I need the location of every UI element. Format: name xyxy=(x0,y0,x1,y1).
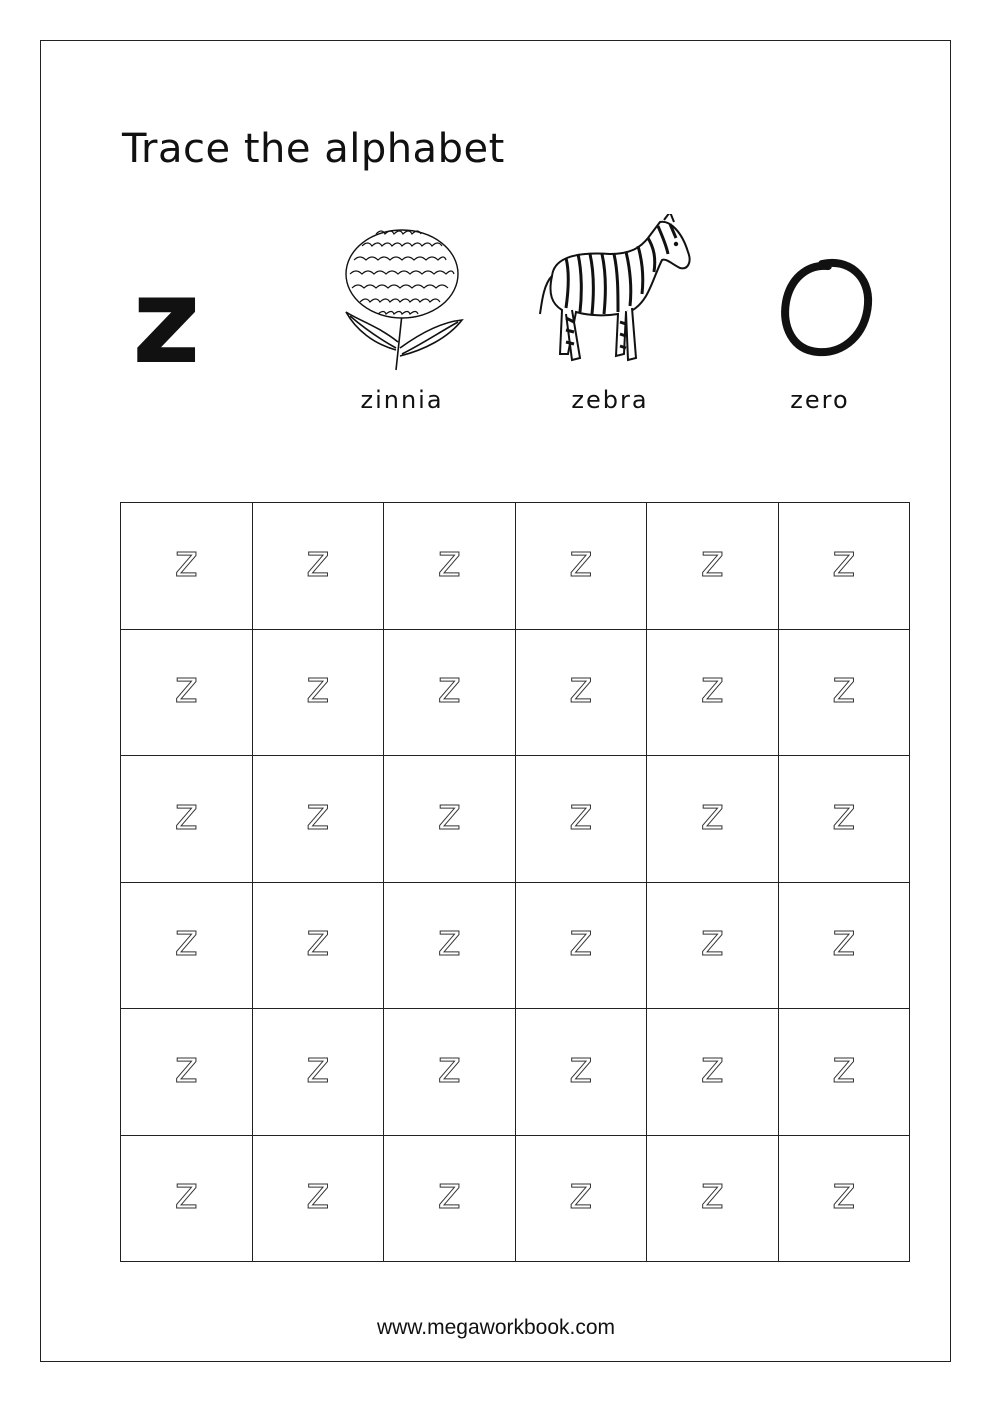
trace-cell[interactable] xyxy=(121,883,253,1010)
trace-letter: z xyxy=(306,915,330,967)
trace-letter: z xyxy=(306,535,330,587)
trace-cell[interactable] xyxy=(516,503,648,630)
trace-cell[interactable] xyxy=(384,756,516,883)
trace-cell[interactable] xyxy=(647,883,779,1010)
trace-cell[interactable] xyxy=(384,503,516,630)
trace-letter: z xyxy=(437,535,461,587)
trace-cell[interactable] xyxy=(253,1009,385,1136)
trace-letter: z xyxy=(569,1168,593,1220)
trace-letter: z xyxy=(700,1041,724,1093)
trace-letter: z xyxy=(437,1168,461,1220)
trace-cell[interactable] xyxy=(779,630,911,757)
trace-letter: z xyxy=(174,662,198,714)
trace-letter: z xyxy=(437,788,461,840)
trace-cell[interactable] xyxy=(121,1009,253,1136)
trace-cell[interactable] xyxy=(516,883,648,1010)
caption-zinnia: zinnia xyxy=(360,386,444,414)
footer-website: www.megaworkbook.com xyxy=(376,1316,616,1339)
zinnia-flower-icon xyxy=(338,222,466,372)
trace-letter: z xyxy=(700,788,724,840)
zero-digit-icon xyxy=(778,256,874,358)
trace-letter: z xyxy=(569,662,593,714)
trace-letter: z xyxy=(306,1041,330,1093)
trace-cell[interactable] xyxy=(384,630,516,757)
featured-letter: z xyxy=(132,252,201,390)
trace-cell[interactable] xyxy=(779,1136,911,1263)
trace-cell[interactable] xyxy=(253,1136,385,1263)
trace-cell[interactable] xyxy=(121,630,253,757)
trace-letter: z xyxy=(832,662,856,714)
trace-cell[interactable] xyxy=(516,1136,648,1263)
trace-letter: z xyxy=(569,1041,593,1093)
trace-letter: z xyxy=(832,535,856,587)
trace-cell[interactable] xyxy=(121,1136,253,1263)
trace-cell[interactable] xyxy=(647,503,779,630)
trace-letter: z xyxy=(832,1041,856,1093)
trace-cell[interactable] xyxy=(253,630,385,757)
page-title: Trace the alphabet xyxy=(122,126,505,172)
trace-cell[interactable] xyxy=(779,883,911,1010)
trace-letter: z xyxy=(437,662,461,714)
trace-cell[interactable] xyxy=(779,1009,911,1136)
trace-cell[interactable] xyxy=(516,756,648,883)
trace-cell[interactable] xyxy=(647,1009,779,1136)
trace-cell[interactable] xyxy=(779,503,911,630)
trace-cell[interactable] xyxy=(121,756,253,883)
zebra-icon xyxy=(536,214,694,368)
caption-zero: zero xyxy=(790,386,850,414)
trace-letter: z xyxy=(174,1168,198,1220)
trace-letter: z xyxy=(174,788,198,840)
trace-cell[interactable] xyxy=(779,756,911,883)
trace-cell[interactable] xyxy=(384,1009,516,1136)
trace-letter: z xyxy=(700,915,724,967)
trace-letter: z xyxy=(437,915,461,967)
trace-letter: z xyxy=(174,915,198,967)
trace-grid xyxy=(120,502,910,1262)
trace-cell[interactable] xyxy=(516,1009,648,1136)
trace-cell[interactable] xyxy=(647,756,779,883)
trace-letter: z xyxy=(569,915,593,967)
trace-cell[interactable] xyxy=(516,630,648,757)
trace-cell[interactable] xyxy=(647,630,779,757)
trace-letter: z xyxy=(832,915,856,967)
trace-letter: z xyxy=(174,1041,198,1093)
caption-zebra: zebra xyxy=(571,386,649,414)
trace-letter: z xyxy=(700,535,724,587)
trace-letter: z xyxy=(306,1168,330,1220)
trace-letter: z xyxy=(569,788,593,840)
trace-letter: z xyxy=(700,662,724,714)
trace-letter: z xyxy=(569,535,593,587)
trace-cell[interactable] xyxy=(253,503,385,630)
trace-cell[interactable] xyxy=(384,883,516,1010)
trace-letter: z xyxy=(306,788,330,840)
trace-cell[interactable] xyxy=(384,1136,516,1263)
trace-cell[interactable] xyxy=(253,756,385,883)
trace-cell[interactable] xyxy=(253,883,385,1010)
trace-letter: z xyxy=(700,1168,724,1220)
trace-letter: z xyxy=(832,788,856,840)
trace-letter: z xyxy=(174,535,198,587)
trace-letter: z xyxy=(306,662,330,714)
trace-cell[interactable] xyxy=(647,1136,779,1263)
trace-letter: z xyxy=(832,1168,856,1220)
trace-letter: z xyxy=(437,1041,461,1093)
trace-cell[interactable] xyxy=(121,503,253,630)
